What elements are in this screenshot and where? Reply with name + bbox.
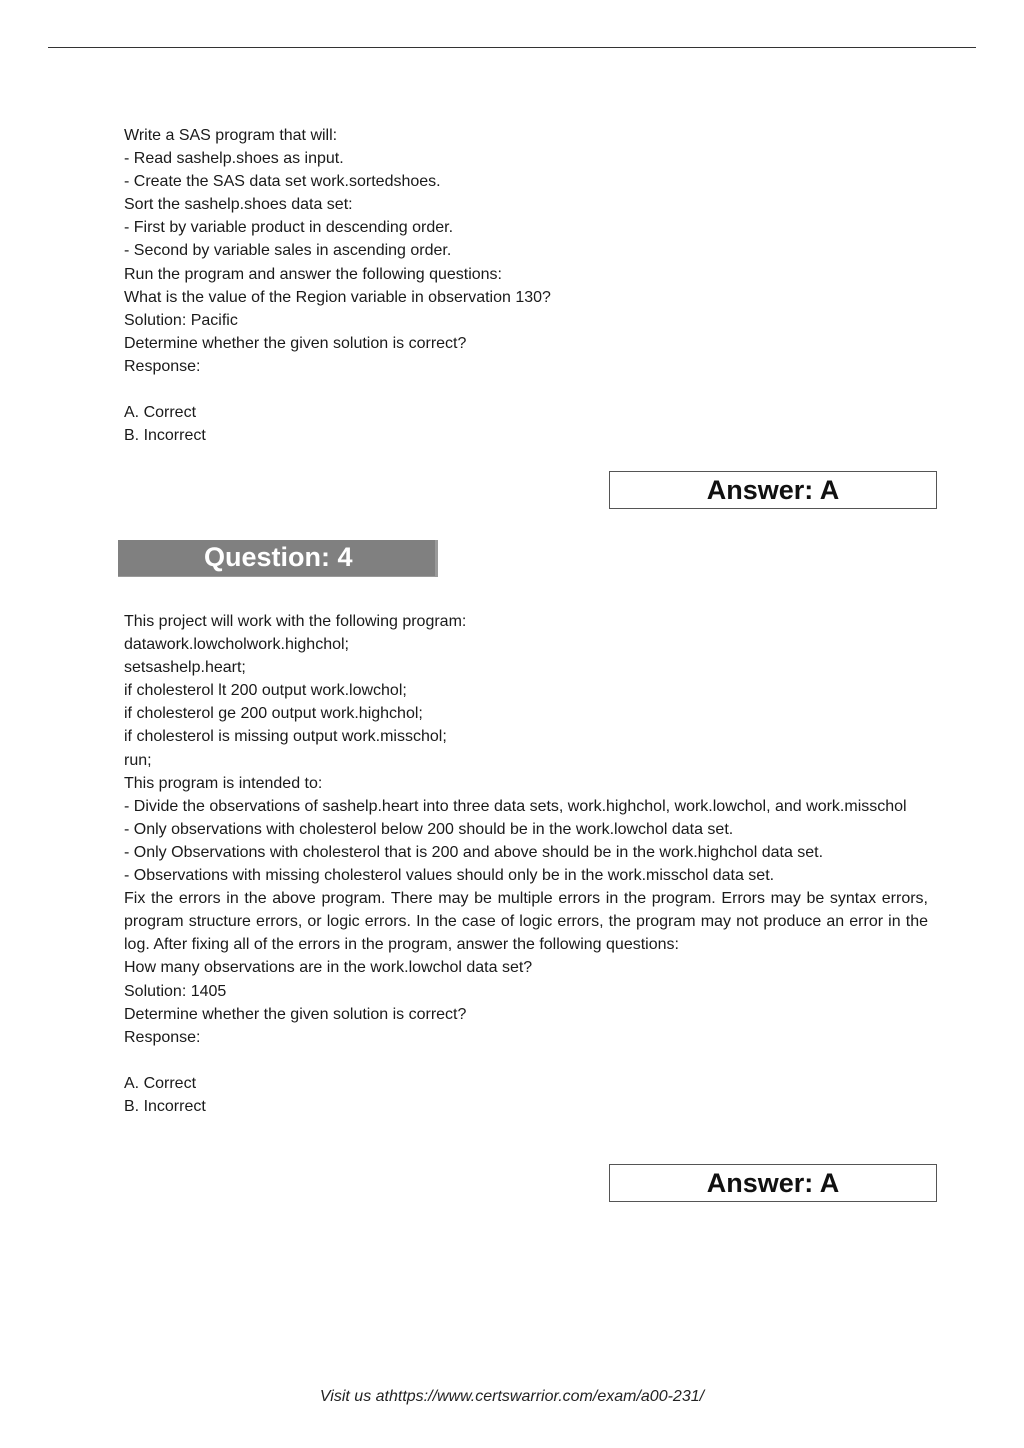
question-text-paragraph: - Divide the observations of sashelp.heart into three data sets, work.highchol, work.lowchol, and work.misschol bbox=[124, 797, 907, 815]
question-text-line: - Observations with missing cholesterol values should only be in the work.misschol data set. bbox=[124, 867, 775, 885]
option-a: A. Correct bbox=[124, 1074, 197, 1092]
question-text-paragraph: Fix the errors in the above program. There may be multiple errors in the program. Errors may be syntax errors, program structure errors, or logic errors. In the case of logic errors, the program may not produce an error in the log. After fixing all of the errors in the program, answer the following questions: bbox=[124, 890, 928, 954]
answer-label: Answer: A bbox=[706, 474, 840, 505]
header-rule bbox=[48, 47, 976, 48]
question-text-line: - Read sashelp.shoes as input. bbox=[124, 150, 344, 168]
question-text-line: Run the program and answer the following questions: bbox=[124, 265, 502, 283]
question-4-body bbox=[124, 610, 928, 1118]
question-text-line: Write a SAS program that will: bbox=[124, 127, 338, 144]
question-text-line: What is the value of the Region variable in observation 130? bbox=[124, 288, 551, 306]
code-line: if cholesterol is missing output work.misschol; bbox=[124, 728, 447, 746]
question-text-line: - Only observations with cholesterol below 200 should be in the work.lowchol data set. bbox=[124, 820, 734, 838]
question-text-line: - Only Observations with cholesterol that is 200 and above should be in the work.highchol data set. bbox=[124, 843, 824, 861]
response-label: Response: bbox=[124, 1028, 201, 1046]
footer-link-text[interactable]: Visit us athttps://www.certswarrior.com/exam/a00-231/ bbox=[319, 1388, 705, 1405]
option-b: B. Incorrect bbox=[124, 1097, 206, 1115]
question-number: Question: 4 bbox=[204, 542, 353, 572]
question-text-line: Determine whether the given solution is correct? bbox=[124, 334, 467, 352]
question-text-line: - Second by variable sales in ascending order. bbox=[124, 242, 452, 260]
question-4-header bbox=[118, 540, 438, 577]
solution-line: Solution: 1405 bbox=[124, 982, 227, 1000]
question-text-line: Sort the sashelp.shoes data set: bbox=[124, 196, 353, 214]
option-b: B. Incorrect bbox=[124, 427, 206, 445]
answer-label: Answer: A bbox=[706, 1167, 840, 1198]
answer-box-question-4 bbox=[609, 1164, 937, 1202]
response-label: Response: bbox=[124, 357, 201, 375]
question-3-body bbox=[124, 124, 928, 447]
question-text-line: How many observations are in the work.lowchol data set? bbox=[124, 959, 533, 977]
code-line: run; bbox=[124, 751, 152, 769]
code-line: if cholesterol ge 200 output work.highchol; bbox=[124, 705, 423, 723]
question-text-line: - Create the SAS data set work.sortedshoes. bbox=[124, 173, 441, 191]
question-text-line: Determine whether the given solution is correct? bbox=[124, 1005, 467, 1023]
spacer bbox=[124, 378, 928, 401]
question-text-line: This project will work with the following program: bbox=[124, 613, 467, 630]
option-a: A. Correct bbox=[124, 404, 197, 422]
question-text-line: This program is intended to: bbox=[124, 774, 323, 792]
code-line: datawork.lowcholwork.highchol; bbox=[124, 636, 349, 654]
solution-line: Solution: Pacific bbox=[124, 311, 238, 329]
code-line: setsashelp.heart; bbox=[124, 659, 246, 677]
answer-box-question-3 bbox=[609, 471, 937, 509]
code-line: if cholesterol lt 200 output work.lowchol; bbox=[124, 682, 407, 700]
question-text-line: - First by variable product in descending order. bbox=[124, 219, 454, 237]
spacer bbox=[124, 1049, 928, 1072]
